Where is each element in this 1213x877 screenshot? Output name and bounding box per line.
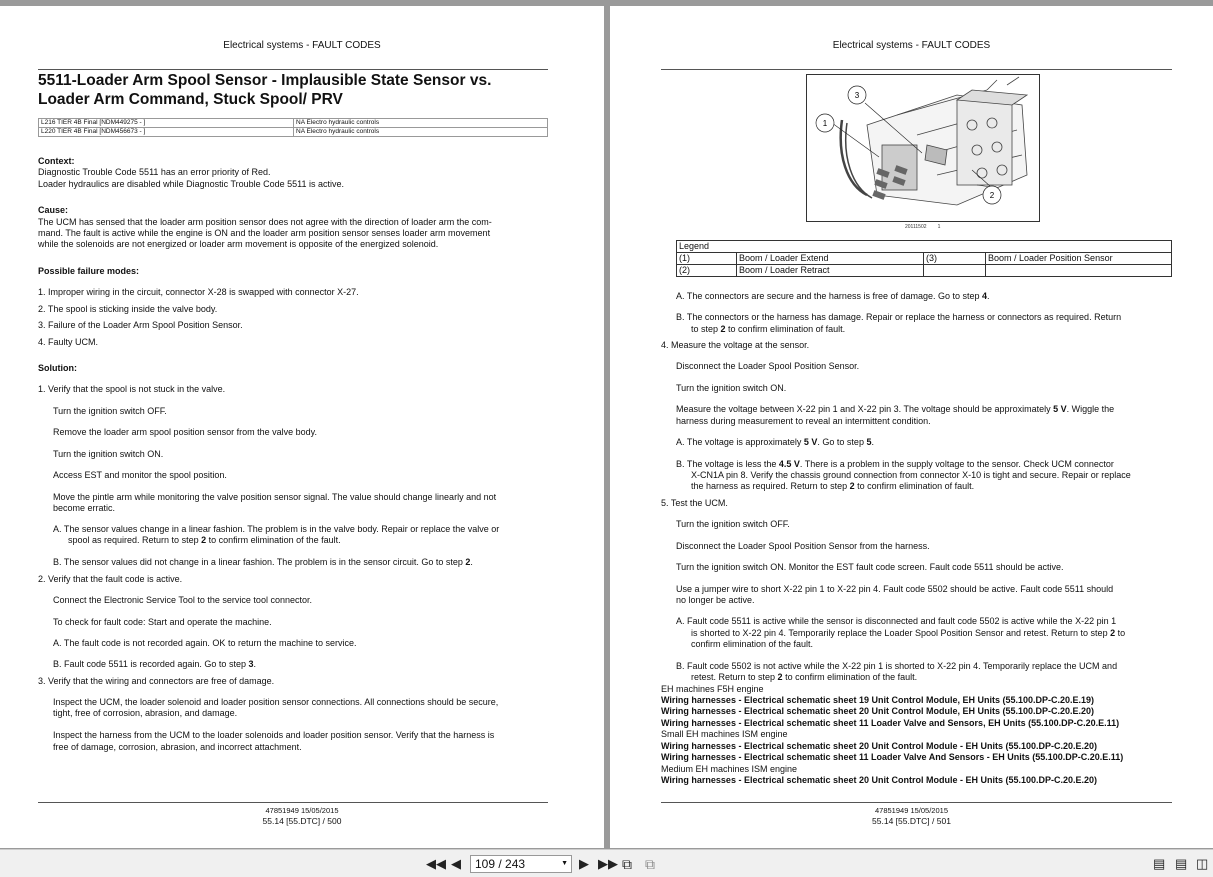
reference-link[interactable]: Wiring harnesses - Electrical schematic sheet 20 Unit Control Module, EH Units (55.100.DP-C.20.E.20) bbox=[661, 706, 1095, 716]
continuous-view-icon[interactable]: ▤ bbox=[1175, 856, 1188, 871]
step-text: Use a jumper wire to short X-22 pin 1 to X-22 pin 4. Fault code 5502 should be active. Fault code 5511 should bbox=[676, 584, 1114, 594]
reference-heading: Small EH machines ISM engine bbox=[661, 729, 788, 739]
step-text: Connect the Electronic Service Tool to the service tool connector. bbox=[53, 595, 312, 605]
step-text: Turn the ignition switch ON. Monitor the EST fault code screen. Fault code 5511 should be active. bbox=[676, 562, 1064, 572]
step-text: tight, free of corrosion, abrasion, and damage. bbox=[53, 708, 238, 718]
page-footer: 47851949 15/05/2015 55.14 [55.DTC] / 501 bbox=[872, 806, 951, 826]
step-option: A. Fault code 5511 is active while the sensor is disconnected and fault code 5502 is active while the X-22 pin 1 bbox=[676, 616, 1117, 626]
step-text: To check for fault code: Start and operate the machine. bbox=[53, 617, 272, 627]
cause-text: The UCM has sensed that the loader arm position sensor does not agree with the direction of loader arm the com- bbox=[38, 217, 492, 227]
step-option: A. The voltage is approximately 5 V. Go to step 5. bbox=[676, 437, 874, 447]
reference-link[interactable]: Wiring harnesses - Electrical schematic sheet 20 Unit Control Module - EH Units (55.100.DP-C.20.E.20) bbox=[661, 775, 1098, 785]
last-page-icon[interactable]: ▶▶ bbox=[598, 856, 618, 871]
step-3: 3. Verify that the wiring and connectors are free of damage. bbox=[38, 676, 275, 686]
reference-heading: EH machines F5H engine bbox=[661, 684, 764, 694]
table-row: L216 TIER 4B Final [NDM449275 - ] NA Electro hydraulic controls bbox=[39, 119, 548, 128]
step-text: free of damage, corrosion, abrasion, and incorrect attachment. bbox=[53, 742, 302, 752]
figure-caption: 20111502 1 bbox=[905, 224, 941, 230]
step-option: A. The sensor values change in a linear fashion. The problem is in the valve body. Repair or replace the valve or bbox=[53, 524, 500, 534]
step-option: B. Fault code 5511 is recorded again. Go to step 3. bbox=[53, 659, 256, 669]
step-text: Inspect the harness from the UCM to the loader solenoids and loader position sensor. Verify that the harness is bbox=[53, 730, 495, 740]
context-text: Loader hydraulics are disabled while Diagnostic Trouble Code 5511 is active. bbox=[38, 179, 345, 189]
step-2: 2. Verify that the fault code is active. bbox=[38, 574, 183, 584]
step-option: is shorted to X-22 pin 4. Temporarily replace the Loader Spool Position Sensor and retest. Return to step 2 to bbox=[691, 628, 1126, 638]
valve-illustration bbox=[806, 74, 1040, 222]
header-rule bbox=[661, 69, 1172, 70]
first-page-icon[interactable]: ◀◀ bbox=[426, 856, 446, 871]
step-option: A. The connectors are secure and the harness is free of damage. Go to step 4. bbox=[676, 291, 990, 301]
step-text: Measure the voltage between X-22 pin 1 and X-22 pin 3. The voltage should be approximately 5 V. Wiggle the bbox=[676, 404, 1115, 414]
callout-3: 3 bbox=[854, 91, 860, 100]
step-text: Disconnect the Loader Spool Position Sensor from the harness. bbox=[676, 541, 930, 551]
step-option: B. The connectors or the harness has damage. Repair or replace the harness or connectors as required. Return bbox=[676, 312, 1122, 322]
step-option: A. The fault code is not recorded again. OK to return the machine to service. bbox=[53, 638, 357, 648]
list-item: 3. Failure of the Loader Arm Spool Position Sensor. bbox=[38, 320, 243, 330]
valve-drawing bbox=[807, 75, 1040, 222]
step-option: to step 2 to confirm elimination of fault. bbox=[691, 324, 846, 334]
left-page bbox=[0, 6, 604, 848]
step-text: Turn the ignition switch ON. bbox=[676, 383, 787, 393]
footer-rule bbox=[661, 802, 1172, 803]
footer-rule bbox=[38, 802, 548, 803]
step-option: B. Fault code 5502 is not active while the X-22 pin 1 is shorted to X-22 pin 4. Temporarily replace the UCM and bbox=[676, 661, 1118, 671]
cause-text: while the solenoids are not energized or loader arm movement is opposite of the energized solenoid. bbox=[38, 239, 439, 249]
step-option: spool as required. Return to step 2 to confirm elimination of the fault. bbox=[68, 535, 341, 545]
next-page-icon[interactable]: ▶ bbox=[579, 856, 589, 871]
step-text: no longer be active. bbox=[676, 595, 755, 605]
two-page-view-icon[interactable]: ◫ bbox=[1196, 856, 1209, 871]
callout-1: 1 bbox=[822, 119, 828, 128]
table-row: (2) Boom / Loader Retract bbox=[677, 265, 1172, 277]
page-header: Electrical systems - FAULT CODES bbox=[832, 40, 991, 51]
context-text: Diagnostic Trouble Code 5511 has an error priority of Red. bbox=[38, 167, 271, 177]
step-option: confirm elimination of the fault. bbox=[691, 639, 814, 649]
context-label: Context: bbox=[38, 156, 75, 166]
step-text: Inspect the UCM, the loader solenoid and loader position sensor connections. All connections should be secure, bbox=[53, 697, 499, 707]
applicability-table bbox=[38, 118, 548, 137]
callout-2: 2 bbox=[989, 191, 995, 200]
step-text: harness during measurement to reveal an intermittent condition. bbox=[676, 416, 931, 426]
solution-label: Solution: bbox=[38, 363, 77, 373]
list-item: 2. The spool is sticking inside the valve body. bbox=[38, 304, 218, 314]
step-option: X-CN1A pin 8. Verify the chassis ground connection from connector X-10 is tight and secure. Repair or replace bbox=[691, 470, 1131, 480]
step-text: Turn the ignition switch OFF. bbox=[676, 519, 790, 529]
paste-page-icon[interactable]: ⧉ bbox=[645, 856, 655, 872]
viewer-toolbar bbox=[0, 849, 1213, 877]
step-5: 5. Test the UCM. bbox=[661, 498, 728, 508]
step-option: B. The voltage is less the 4.5 V. There is a problem in the supply voltage to the sensor. Check UCM connector bbox=[676, 459, 1114, 469]
table-row: (1) Boom / Loader Extend (3) Boom / Loader Position Sensor bbox=[677, 253, 1172, 265]
table-row: L220 TIER 4B Final [NDM456673 - ] NA Electro hydraulic controls bbox=[39, 128, 548, 137]
step-text: Access EST and monitor the spool position. bbox=[53, 470, 227, 480]
page-footer: 47851949 15/05/2015 55.14 [55.DTC] / 500 bbox=[262, 806, 342, 826]
step-text: Turn the ignition switch OFF. bbox=[53, 406, 167, 416]
legend-table bbox=[676, 240, 1172, 277]
step-4: 4. Measure the voltage at the sensor. bbox=[661, 340, 810, 350]
reference-link[interactable]: Wiring harnesses - Electrical schematic sheet 20 Unit Control Module - EH Units (55.100.DP-C.20.E.20) bbox=[661, 741, 1098, 751]
single-page-view-icon[interactable]: ▤ bbox=[1153, 856, 1166, 871]
step-text: Remove the loader arm spool position sensor from the valve body. bbox=[53, 427, 317, 437]
failure-modes-label: Possible failure modes: bbox=[38, 266, 140, 276]
list-item: 4. Faulty UCM. bbox=[38, 337, 99, 347]
step-text: Move the pintle arm while monitoring the valve position sensor signal. The value should change linearly and not bbox=[53, 492, 497, 502]
page-number-input[interactable]: 109 / 243 ▼ bbox=[470, 855, 572, 873]
cause-label: Cause: bbox=[38, 205, 69, 215]
step-1: 1. Verify that the spool is not stuck in the valve. bbox=[38, 384, 226, 394]
table-row: Legend bbox=[677, 241, 1172, 253]
step-text: become erratic. bbox=[53, 503, 116, 513]
copy-page-icon[interactable]: ⧉ bbox=[622, 856, 632, 872]
page-header: Electrical systems - FAULT CODES bbox=[223, 40, 381, 51]
step-text: Disconnect the Loader Spool Position Sensor. bbox=[676, 361, 860, 371]
prev-page-icon[interactable]: ◀ bbox=[451, 856, 461, 871]
step-text: Turn the ignition switch ON. bbox=[53, 449, 164, 459]
cause-text: mand. The fault is active while the engine is ON and the loader arm position sensor senses loader arm movement bbox=[38, 228, 491, 238]
reference-heading: Medium EH machines ISM engine bbox=[661, 764, 798, 774]
chevron-down-icon[interactable]: ▼ bbox=[561, 860, 568, 867]
reference-link[interactable]: Wiring harnesses - Electrical schematic sheet 11 Loader Valve and Sensors, EH Units (55.100.DP-C.20.E.11) bbox=[661, 718, 1120, 728]
step-option: B. The sensor values did not change in a linear fashion. The problem is in the sensor circuit. Go to step 2. bbox=[53, 557, 473, 567]
step-option: the harness as required. Return to step 2 to confirm elimination of fault. bbox=[691, 481, 975, 491]
reference-link[interactable]: Wiring harnesses - Electrical schematic sheet 11 Loader Valve And Sensors - EH Units (55.100.DP-C.20.E.11) bbox=[661, 752, 1124, 762]
step-option: retest. Return to step 2 to confirm elimination of the fault. bbox=[691, 672, 918, 682]
page-title: 5511-Loader Arm Spool Sensor - Implausible State Sensor vs. Loader Arm Command, Stuck Spool/ PRV bbox=[38, 72, 492, 108]
list-item: 1. Improper wiring in the circuit, connector X-28 is swapped with connector X-27. bbox=[38, 287, 359, 297]
header-rule bbox=[38, 69, 548, 70]
reference-link[interactable]: Wiring harnesses - Electrical schematic sheet 19 Unit Control Module, EH Units (55.100.DP-C.20.E.19) bbox=[661, 695, 1095, 705]
